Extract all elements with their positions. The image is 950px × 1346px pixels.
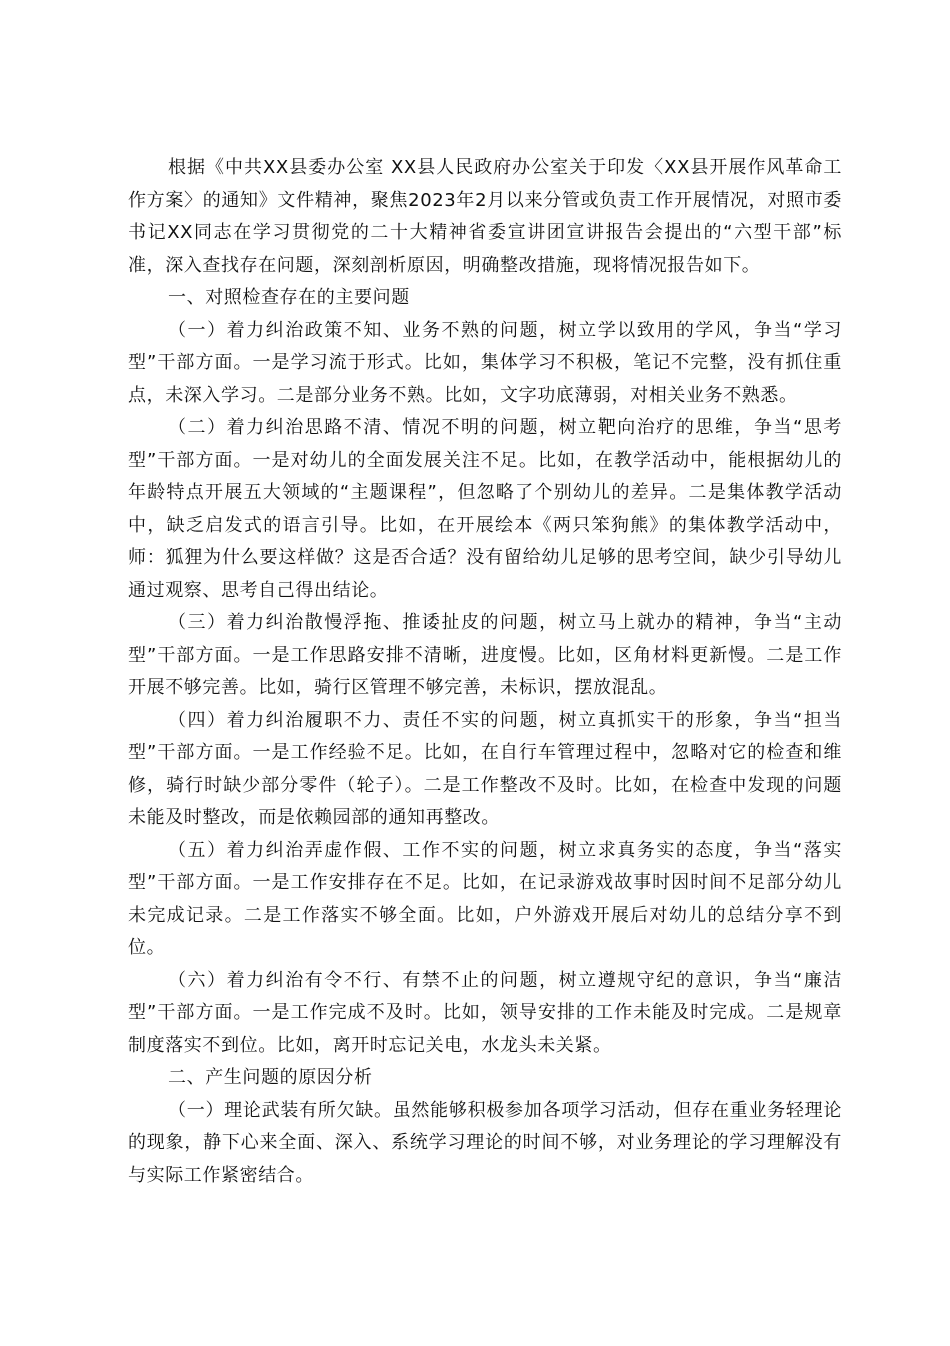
problem-item-4: （四）着力纠治履职不力、责任不实的问题，树立真抓实干的形象，争当“担当型”干部方面。一是工作经验不足。比如，在自行车管理过程中，忽略对它的检查和维修，骑行时缺少部分零件（轮子）。二是工作整改不及时。比如，在检查中发现的问题未能及时整改，而是依赖园部的通知再整改。 (128, 709, 842, 828)
section-heading-problems: 一、对照检查存在的主要问题 (168, 287, 410, 308)
intro-paragraph: 根据《中共XX县委办公室 XX县人民政府办公室关于印发〈XX县开展作风革命工作方案〉的通知》文件精神，聚焦2023年2月以来分管或负责工作开展情况，对照市委书记XX同志在学习贯彻党的二十大精神省委宣讲团宣讲报告会提出的“六型干部”标准，深入查找存在问题，深刻剖析原因，明确整改措施，现将情况报告如下。 (128, 157, 842, 276)
cause-item-1: （一）理论武装有所欠缺。虽然能够积极参加各项学习活动，但存在重业务轻理论的现象，静下心来全面、深入、系统学习理论的时间不够，对业务理论的学习理解没有与实际工作紧密结合。 (128, 1099, 842, 1186)
problem-item-1: （一）着力纠治政策不知、业务不熟的问题，树立学以致用的学风，争当“学习型”干部方面。一是学习流于形式。比如，集体学习不积极，笔记不完整，没有抓住重点，未深入学习。二是部分业务不熟。比如，文字功底薄弱，对相关业务不熟悉。 (128, 319, 842, 406)
problem-item-6: （六）着力纠治有令不行、有禁不止的问题，树立遵规守纪的意识，争当“廉洁型”干部方面。一是工作完成不及时。比如，领导安排的工作未能及时完成。二是规章制度落实不到位。比如，离开时忘记关电，水龙头未关紧。 (128, 969, 842, 1056)
problem-item-5: （五）着力纠治弄虚作假、工作不实的问题，树立求真务实的态度，争当“落实型”干部方面。一是工作安排存在不足。比如，在记录游戏故事时因时间不足部分幼儿未完成记录。二是工作落实不够全面。比如，户外游戏开展后对幼儿的总结分享不到位。 (128, 839, 842, 958)
document-body (128, 152, 842, 1192)
section-heading-causes: 二、产生问题的原因分析 (168, 1067, 373, 1088)
problem-item-2: （二）着力纠治思路不清、情况不明的问题，树立靶向治疗的思维，争当“思考型”干部方面。一是对幼儿的全面发展关注不足。比如，在教学活动中，能根据幼儿的年龄特点开展五大领域的“主题课程”，但忽略了个别幼儿的差异。二是集体教学活动中，缺乏启发式的语言引导。比如，在开展绘本《两只笨狗熊》的集体教学活动中，师：狐狸为什么要这样做？这是否合适？没有留给幼儿足够的思考空间，缺少引导幼儿通过观察、思考自己得出结论。 (128, 417, 842, 601)
problem-item-3: （三）着力纠治散慢浮拖、推诿扯皮的问题，树立马上就办的精神，争当“主动型”干部方面。一是工作思路安排不清晰，进度慢。比如，区角材料更新慢。二是工作开展不够完善。比如，骑行区管理不够完善，未标识，摆放混乱。 (128, 612, 842, 698)
